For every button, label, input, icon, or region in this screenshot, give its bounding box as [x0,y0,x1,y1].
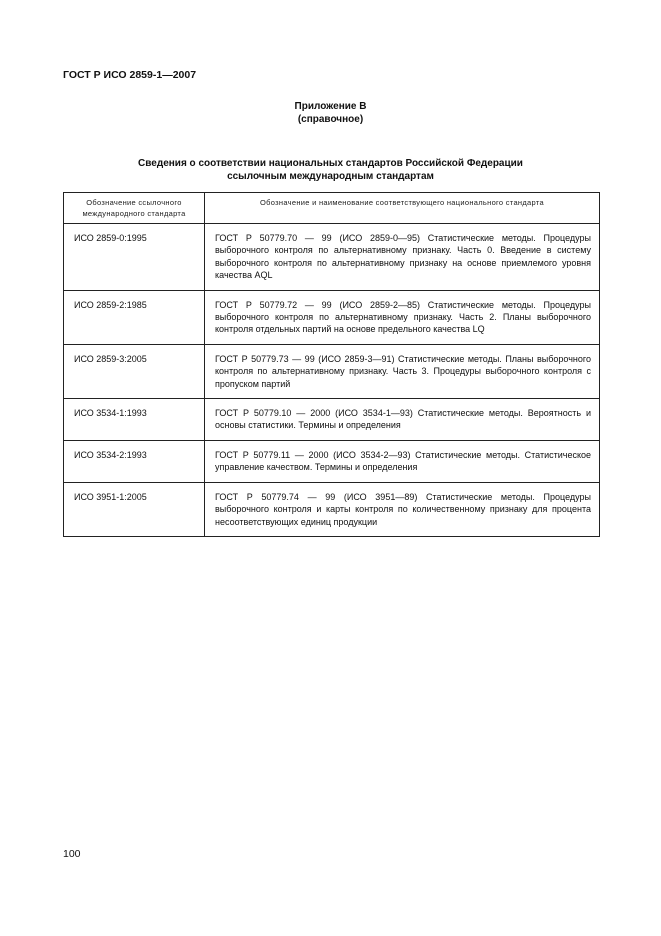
national-standard-cell: ГОСТ Р 50779.74 — 99 (ИСО 3951—89) Статистические методы. Процедуры выборочного контроля и карты контроля по количественному признаку для процента несоответствующих единиц продукции [205,482,600,536]
national-standard-cell: ГОСТ Р 50779.10 — 2000 (ИСО 3534-1—93) Статистические методы. Вероятность и основы статистики. Термины и определения [205,399,600,441]
page-number: 100 [63,848,81,860]
caption-line-1: Сведения о соответствии национальных стандартов Российской Федерации [138,158,523,169]
table-caption [0,158,661,183]
ref-standard-cell: ИСО 3534-2:1993 [64,440,205,482]
national-standard-cell: ГОСТ Р 50779.11 — 2000 (ИСО 3534-2—93) Статистические методы. Статистическое управление качеством. Термины и определения [205,440,600,482]
ref-standard-cell: ИСО 2859-3:2005 [64,344,205,398]
table-row [64,482,600,536]
ref-standard-cell: ИСО 2859-0:1995 [64,224,205,291]
appendix-type: (справочное) [297,114,364,125]
national-standard-cell: ГОСТ Р 50779.73 — 99 (ИСО 2859-3—91) Статистические методы. Планы выборочного контроля по альтернативному признаку. Часть 3. Процедуры выборочного контроля с пропуском партий [205,344,600,398]
table-row [64,440,600,482]
appendix-heading [0,100,661,126]
standard-header: ГОСТ Р ИСО 2859-1—2007 [63,69,197,81]
ref-standard-cell: ИСО 3534-1:1993 [64,399,205,441]
table-row [64,290,600,344]
appendix-title: Приложение В [294,101,367,112]
caption-line-2: ссылочным международным стандартам [227,170,434,182]
national-standard-cell: ГОСТ Р 50779.70 — 99 (ИСО 2859-0—95) Статистические методы. Процедуры выборочного контроля по альтернативному признаку. Часть 0. Введение в систему выборочного контроля по альтернативному признаку на основе приемлемого уровня качества AQL [205,224,600,291]
ref-standard-cell: ИСО 2859-2:1985 [64,290,205,344]
correspondence-table [63,192,600,537]
table-row [64,399,600,441]
ref-standard-cell: ИСО 3951-1:2005 [64,482,205,536]
header-ref-standard: Обозначение ссылочного международного стандарта [64,193,205,224]
table-header-row [64,193,600,224]
table-row [64,224,600,291]
header-national-standard: Обозначение и наименование соответствующего национального стандарта [205,193,600,224]
table-row [64,344,600,398]
national-standard-cell: ГОСТ Р 50779.72 — 99 (ИСО 2859-2—85) Статистические методы. Процедуры выборочного контроля по альтернативному признаку. Часть 2. Планы выборочного контроля отдельных партий на основе предельного качества LQ [205,290,600,344]
